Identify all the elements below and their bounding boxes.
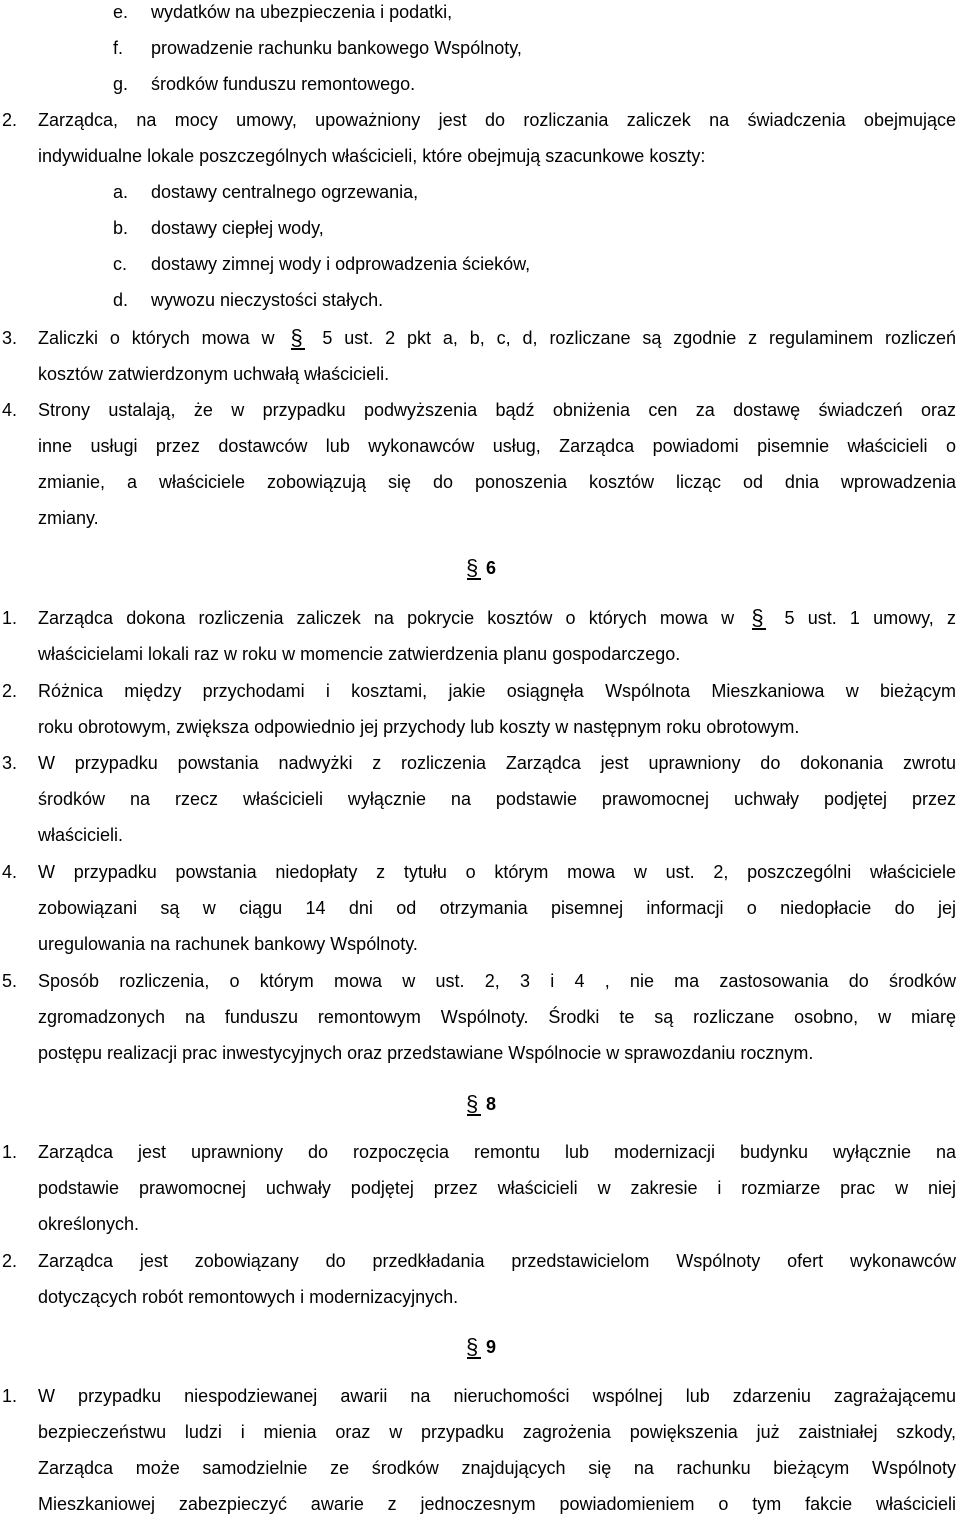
paragraph-line-row	[0, 1035, 960, 1071]
list-marker: g.	[113, 74, 129, 94]
paragraph-line-row	[0, 709, 960, 745]
paragraph-line	[38, 320, 956, 356]
paragraph-line-row	[0, 999, 960, 1035]
paragraph-8-1	[0, 1134, 960, 1170]
paragraph-6-5	[0, 963, 960, 999]
section-heading	[462, 550, 496, 586]
paragraph-line: Zarządca jest uprawniony do rozpoczęcia remontu lub modernizacji budynku wyłącznie na	[38, 1142, 956, 1162]
paragraph-line: bezpieczeństwu ludzi i mienia oraz w przypadku zagrożenia powiększenia już zaistniałej szkody,	[38, 1422, 956, 1442]
paragraph-3	[0, 320, 960, 356]
section-sign-icon	[466, 558, 482, 578]
paragraph-line-row	[0, 1450, 960, 1486]
paragraph-line: Zarządca, na mocy umowy, upoważniony jest do rozliczania zaliczek na świadczenia obejmujące	[38, 110, 956, 130]
list-text: środków funduszu remontowego.	[151, 74, 416, 94]
paragraph-line-row	[0, 1279, 960, 1315]
paragraph-6-1	[0, 600, 960, 636]
paragraph-line-row	[0, 1170, 960, 1206]
paragraph-line-row	[0, 781, 960, 817]
list-marker: c.	[113, 254, 128, 274]
paragraph-8-2	[0, 1243, 960, 1279]
paragraph-line-row	[0, 428, 960, 464]
paragraph-line: W przypadku powstania niedopłaty z tytułu o którym mowa w ust. 2, poszczególni właściciele	[38, 862, 956, 882]
list-item	[0, 0, 960, 30]
list-item	[0, 282, 960, 318]
paragraph-line: zgromadzonych na funduszu remontowym Wspólnoty. Środki te są rozliczane osobno, w miarę	[38, 1007, 956, 1027]
text-span: Zaliczki o których mowa w	[38, 328, 275, 348]
paragraph-line-row	[0, 500, 960, 536]
paragraph-line: właścicielami lokali raz w roku w momencie zatwierdzenia planu gospodarczego.	[38, 644, 681, 664]
paragraph-number: 5.	[2, 971, 18, 991]
list-text: dostawy ciepłej wody,	[151, 218, 324, 238]
paragraph-4	[0, 392, 960, 428]
section-sign-icon	[466, 1094, 482, 1114]
paragraph-line: Zarządca może samodzielnie ze środków znajdujących się na rachunku bieżącym Wspólnoty	[38, 1458, 956, 1478]
paragraph-number: 4.	[2, 400, 18, 420]
paragraph-line: indywidualne lokale poszczególnych właścicieli, które obejmują szacunkowe koszty:	[38, 146, 706, 166]
paragraph-line: W przypadku powstania nadwyżki z rozliczenia Zarządca jest uprawniony do dokonania zwrotu	[38, 753, 956, 773]
paragraph-line: Mieszkaniowej zabezpieczyć awarie z jednoczesnym powiadomieniem o tym fakcie właścicieli	[38, 1494, 956, 1514]
paragraph-6-2	[0, 673, 960, 709]
paragraph-line: zmianie, a właściciele zobowiązują się do ponoszenia kosztów licząc od dnia wprowadzenia	[38, 472, 956, 492]
paragraph-line: Różnica między przychodami i kosztami, jakie osiągnęła Wspólnota Mieszkaniowa w bieżącym	[38, 681, 956, 701]
list-item	[0, 210, 960, 246]
paragraph-number: 2.	[2, 1251, 18, 1271]
paragraph-6-4	[0, 854, 960, 890]
text-span: 5 ust. 2 pkt a, b, c, d, rozliczane są zgodnie z regulaminem rozliczeń	[322, 328, 956, 348]
paragraph-line: środków na rzecz właścicieli wyłącznie na podstawie prawomocnej uchwały podjętej przez	[38, 789, 956, 809]
paragraph-number: 1.	[2, 1386, 18, 1406]
section-sign-icon	[751, 608, 767, 628]
paragraph-6-3	[0, 745, 960, 781]
list-marker: b.	[113, 218, 129, 238]
paragraph-line-row	[0, 356, 960, 392]
paragraph-line: Strony ustalają, że w przypadku podwyższenia bądź obniżenia cen za dostawę świadczeń oraz	[38, 400, 956, 420]
paragraph-line: roku obrotowym, zwiększa odpowiednio jej przychody lub koszty w następnym roku obrotowym.	[38, 717, 800, 737]
paragraph-number: 1.	[2, 608, 18, 628]
paragraph-9-1	[0, 1378, 960, 1414]
paragraph-line-row	[0, 890, 960, 926]
paragraph-line: zobowiązani są w ciągu 14 dni od otrzymania pisemnej informacji o niedopłacie do jej	[38, 898, 956, 918]
list-marker: d.	[113, 290, 129, 310]
text-span: Zarządca dokona rozliczenia zaliczek na pokrycie kosztów o których mowa w	[38, 608, 735, 628]
list-text: dostawy centralnego ogrzewania,	[151, 182, 419, 202]
paragraph-2	[0, 102, 960, 138]
paragraph-line	[38, 600, 956, 636]
paragraph-line: dotyczących robót remontowych i modernizacyjnych.	[38, 1287, 459, 1307]
paragraph-line: Sposób rozliczenia, o którym mowa w ust. 2, 3 i 4 , nie ma zastosowania do środków	[38, 971, 956, 991]
paragraph-number: 2.	[2, 681, 18, 701]
paragraph-number: 3.	[2, 328, 18, 348]
paragraph-line-row	[0, 1486, 960, 1522]
section-number: 6	[486, 558, 497, 578]
paragraph-number: 3.	[2, 753, 18, 773]
section-number: 9	[486, 1337, 497, 1357]
list-marker: a.	[113, 182, 129, 202]
paragraph-line-row	[0, 1206, 960, 1242]
paragraph-line-row	[0, 926, 960, 962]
paragraph-line: kosztów zatwierdzonym uchwałą właścicieli.	[38, 364, 390, 384]
paragraph-line: właścicieli.	[38, 825, 124, 845]
list-text: wywozu nieczystości stałych.	[151, 290, 384, 310]
section-heading	[462, 1086, 496, 1122]
list-text: dostawy zimnej wody i odprowadzenia ścieków,	[151, 254, 531, 274]
paragraph-number: 1.	[2, 1142, 18, 1162]
list-text: wydatków na ubezpieczenia i podatki,	[151, 2, 453, 22]
list-item	[0, 246, 960, 282]
paragraph-line-row	[0, 817, 960, 853]
paragraph-line: inne usługi przez dostawców lub wykonawców usług, Zarządca powiadomi pisemnie właścicieli o	[38, 436, 956, 456]
list-item	[0, 30, 960, 66]
paragraph-line-row	[0, 1414, 960, 1450]
paragraph-line: W przypadku niespodziewanej awarii na nieruchomości wspólnej lub zdarzeniu zagrażającemu	[38, 1386, 956, 1406]
list-text: prowadzenie rachunku bankowego Wspólnoty,	[151, 38, 522, 58]
paragraph-line-row	[0, 464, 960, 500]
section-sign-icon	[466, 1337, 482, 1357]
paragraph-line: Zarządca jest zobowiązany do przedkładania przedstawicielom Wspólnoty ofert wykonawców	[38, 1251, 956, 1271]
paragraph-line: postępu realizacji prac inwestycyjnych oraz przedstawiane Wspólnocie w sprawozdaniu rocznym.	[38, 1043, 814, 1063]
paragraph-line-row	[0, 138, 960, 174]
section-sign-icon	[290, 328, 306, 348]
list-marker: f.	[113, 38, 124, 58]
paragraph-line: określonych.	[38, 1214, 140, 1234]
section-heading	[462, 1329, 496, 1365]
paragraph-line-row	[0, 636, 960, 672]
paragraph-number: 2.	[2, 110, 18, 130]
text-span: 5 ust. 1 umowy, z	[784, 608, 956, 628]
list-marker: e.	[113, 2, 129, 22]
paragraph-line: uregulowania na rachunek bankowy Wspólnoty.	[38, 934, 418, 954]
list-item	[0, 66, 960, 102]
paragraph-line: podstawie prawomocnej uchwały podjętej przez właścicieli w zakresie i rozmiarze prac w niej	[38, 1178, 956, 1198]
paragraph-number: 4.	[2, 862, 18, 882]
paragraph-line: zmiany.	[38, 508, 99, 528]
list-item	[0, 174, 960, 210]
section-number: 8	[486, 1094, 497, 1114]
